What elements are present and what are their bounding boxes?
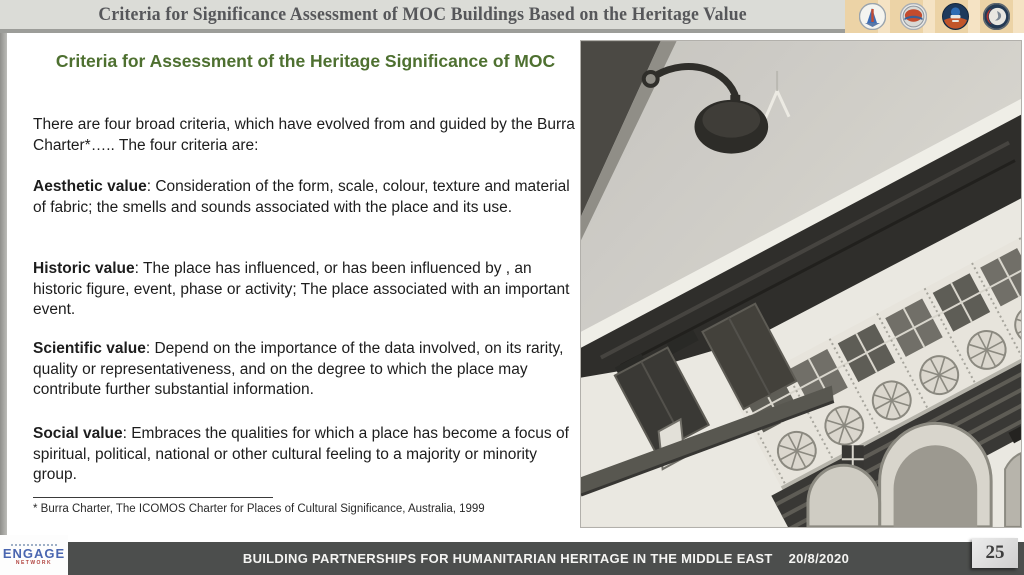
partner-logo-4-icon <box>983 3 1010 30</box>
historic-value-paragraph <box>33 259 578 321</box>
partner-logo-strip <box>845 0 1024 33</box>
footer-date: 20/8/2020 <box>788 551 850 566</box>
slide-left-edge <box>0 33 7 542</box>
engage-logo-subtitle: NETWORK <box>15 559 53 566</box>
paragraph-text: : Embraces the qualities for which a place has become a focus of spiritual, political, national or other cultural feeling to a majority or minority group. <box>33 425 569 483</box>
paragraph-text: : Depend on the importance of the data involved, on its rarity, quality or representativeness, and on the degree to which the place may contribute further substantial information. <box>33 340 564 398</box>
footnote-separator <box>33 497 273 498</box>
slide-body <box>33 0 578 535</box>
footer-banner-text: BUILDING PARTNERSHIPS FOR HUMANITARIAN HERITAGE IN THE MIDDLE EAST <box>242 551 773 566</box>
paragraph-lead: Social value <box>33 425 123 442</box>
heritage-building-photo <box>580 40 1022 528</box>
engage-logo-title: ENGAGE <box>2 545 66 561</box>
paragraph-lead: Historic value <box>33 260 135 277</box>
partner-logo-3-icon <box>942 3 969 30</box>
scientific-value-paragraph <box>33 339 578 401</box>
slide-title: Criteria for Assessment of the Heritage Significance of MOC <box>55 51 556 71</box>
intro-paragraph <box>33 115 578 156</box>
aesthetic-value-paragraph <box>33 177 578 218</box>
footer-banner-bar <box>68 542 1024 575</box>
slide-page-number: 25 <box>972 538 1018 568</box>
footnote: * Burra Charter, The ICOMOS Charter for Places of Cultural Significance, Australia, 1999 <box>33 503 485 515</box>
paragraph-text: There are four broad criteria, which have evolved from and guided by the Burra Charter*….. The four criteria are: <box>33 116 575 154</box>
partner-logo-1-icon <box>859 3 886 30</box>
social-value-paragraph <box>33 424 578 486</box>
building-photo-illustration <box>581 41 1021 527</box>
engage-network-logo <box>0 535 68 575</box>
paragraph-text: : The place has influenced, or has been influenced by , an historic figure, event, phase or activity; The place associated with an important event. <box>33 260 570 318</box>
paragraph-lead: Aesthetic value <box>33 178 147 195</box>
slide-header-title: Criteria for Significance Assessment of MOC Buildings Based on the Heritage Value <box>98 3 747 25</box>
partner-logo-2-icon <box>900 3 927 30</box>
paragraph-text: : Consideration of the form, scale, colour, texture and material of fabric; the smells and sounds associated with the place and its use. <box>33 178 570 216</box>
paragraph-lead: Scientific value <box>33 340 146 357</box>
